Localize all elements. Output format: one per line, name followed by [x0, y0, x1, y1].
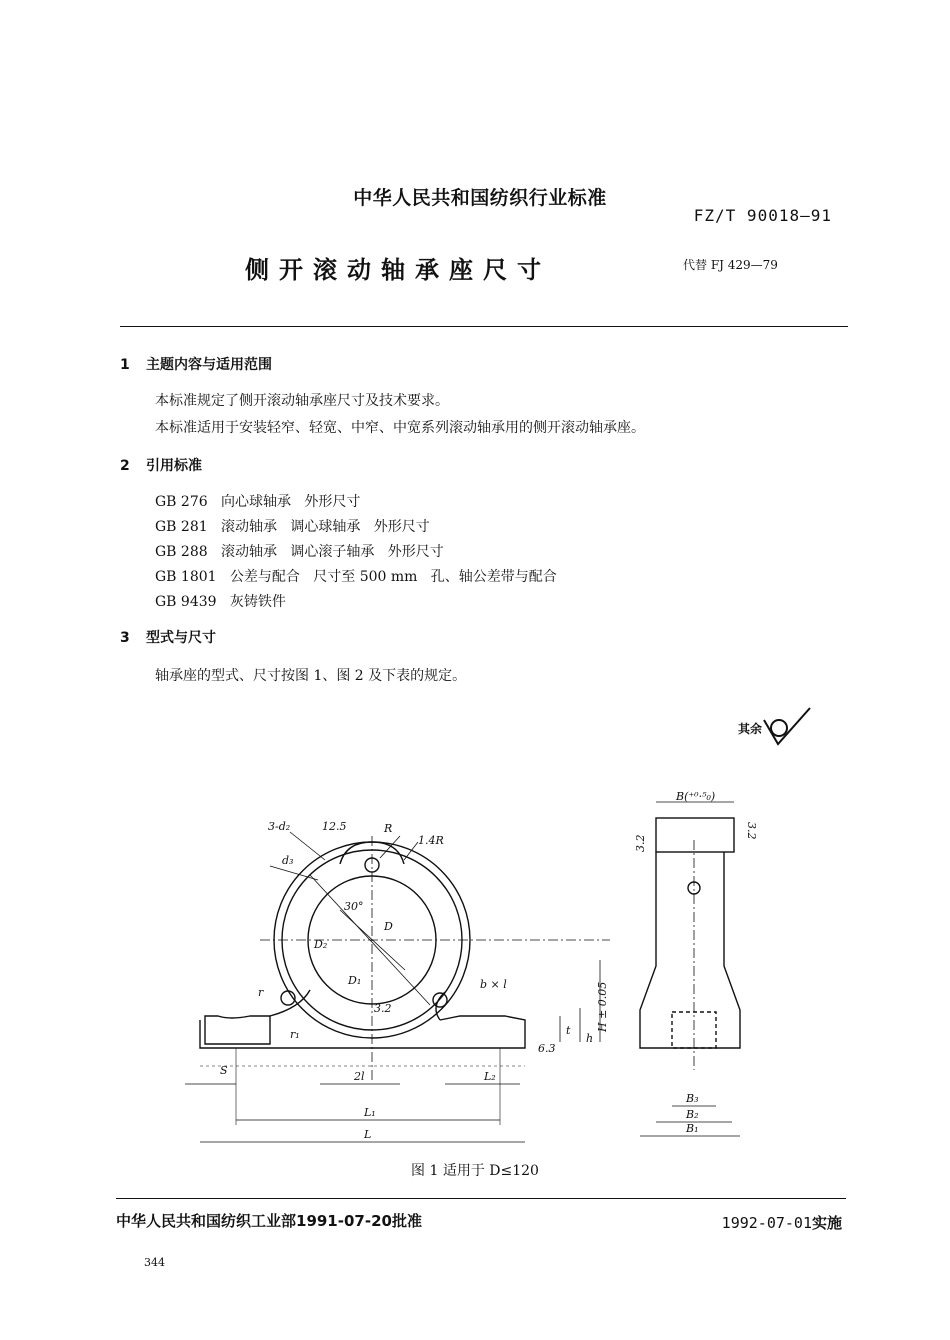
label-s: S [220, 1064, 228, 1077]
side-view-top [656, 818, 734, 852]
label-roughness-63: 6.3 [538, 1042, 556, 1055]
implementation-date: 1992-07-01 [721, 1214, 812, 1232]
issuing-organization: 中华人民共和国纺织行业标准 [353, 187, 607, 209]
label-diam-d1: D₁ [348, 974, 362, 987]
page-number: 344 [144, 1256, 165, 1269]
label-l: L [364, 1128, 372, 1141]
document-title: 侧开滚动轴承座尺寸 [245, 256, 551, 284]
label-2l: 2l [354, 1070, 365, 1083]
label-l2: L₂ [484, 1070, 496, 1083]
label-r: r [258, 986, 264, 999]
implementation-statement [722, 1212, 842, 1233]
label-b-tolerance: B(⁺⁰·⁵₀) [676, 790, 716, 803]
label-l1: L₁ [364, 1106, 376, 1119]
label-angle: 30° [344, 900, 364, 913]
section-1-para-2: 本标准适用于安装轻窄、轻宽、中窄、中宽系列滚动轴承用的侧开滚动轴承座。 [155, 420, 645, 436]
label-height: H ± 0.05 [596, 981, 609, 1032]
label-diam-d2: D₂ [314, 938, 328, 951]
footer-divider [116, 1198, 846, 1199]
reference-gb281: GB 281 滚动轴承 调心球轴承 外形尺寸 [155, 519, 430, 535]
section-3-number: 3 [120, 630, 130, 646]
reference-gb1801: GB 1801 公差与配合 尺寸至 500 mm 孔、轴公差带与配合 [155, 569, 557, 585]
label-keyway: b × l [480, 978, 507, 991]
roughness-symbol-icon [760, 704, 820, 752]
approval-statement: 中华人民共和国纺织工业部1991-07-20批准 [116, 1212, 422, 1230]
label-b3: B₃ [686, 1092, 699, 1105]
replaces-standard: 代替 FJ 429—79 [683, 258, 778, 272]
header-divider [120, 326, 848, 327]
section-1-heading [120, 354, 272, 374]
reference-gb288: GB 288 滚动轴承 调心滚子轴承 外形尺寸 [155, 544, 444, 560]
section-2-title: 引用标准 [146, 458, 202, 474]
section-3-para-1: 轴承座的型式、尺寸按图 1、图 2 及下表的规定。 [155, 668, 467, 684]
label-t: t [566, 1024, 571, 1037]
section-3-heading [120, 627, 216, 647]
bearing-housing-drawing [0, 780, 950, 1150]
label-side-rough-left: 3.2 [634, 834, 647, 852]
section-1-para-1: 本标准规定了侧开滚动轴承座尺寸及技术要求。 [155, 393, 449, 409]
label-d3: d₃ [282, 854, 294, 867]
figure-caption: 图 1 适用于 D≤120 [411, 1163, 539, 1179]
surface-roughness-note: 其余 [738, 722, 763, 736]
label-roughness-32: 3.2 [374, 1002, 392, 1015]
label-b2: B₂ [686, 1108, 699, 1121]
label-radius-14: 1.4R [418, 834, 444, 847]
label-radius: R [384, 822, 393, 835]
reference-gb276: GB 276 向心球轴承 外形尺寸 [155, 494, 361, 510]
label-side-rough-right: 3.2 [745, 822, 758, 840]
label-r1: r₁ [290, 1028, 300, 1041]
label-holes: 3-d₂ [268, 820, 291, 833]
label-b1: B₁ [686, 1122, 699, 1135]
standard-code: FZ/T 90018—91 [693, 206, 832, 225]
section-2-number: 2 [120, 458, 130, 474]
section-2-heading [120, 455, 202, 475]
base-left-foot [205, 1016, 270, 1044]
section-3-title: 型式与尺寸 [146, 630, 216, 646]
section-1-number: 1 [120, 357, 130, 373]
section-1-title: 主题内容与适用范围 [146, 357, 272, 373]
label-roughness-125: 12.5 [322, 820, 347, 833]
reference-gb9439: GB 9439 灰铸铁件 [155, 594, 286, 610]
label-h: h [586, 1032, 594, 1045]
label-diam-d: D [384, 920, 393, 933]
implementation-suffix: 实施 [811, 1214, 842, 1232]
